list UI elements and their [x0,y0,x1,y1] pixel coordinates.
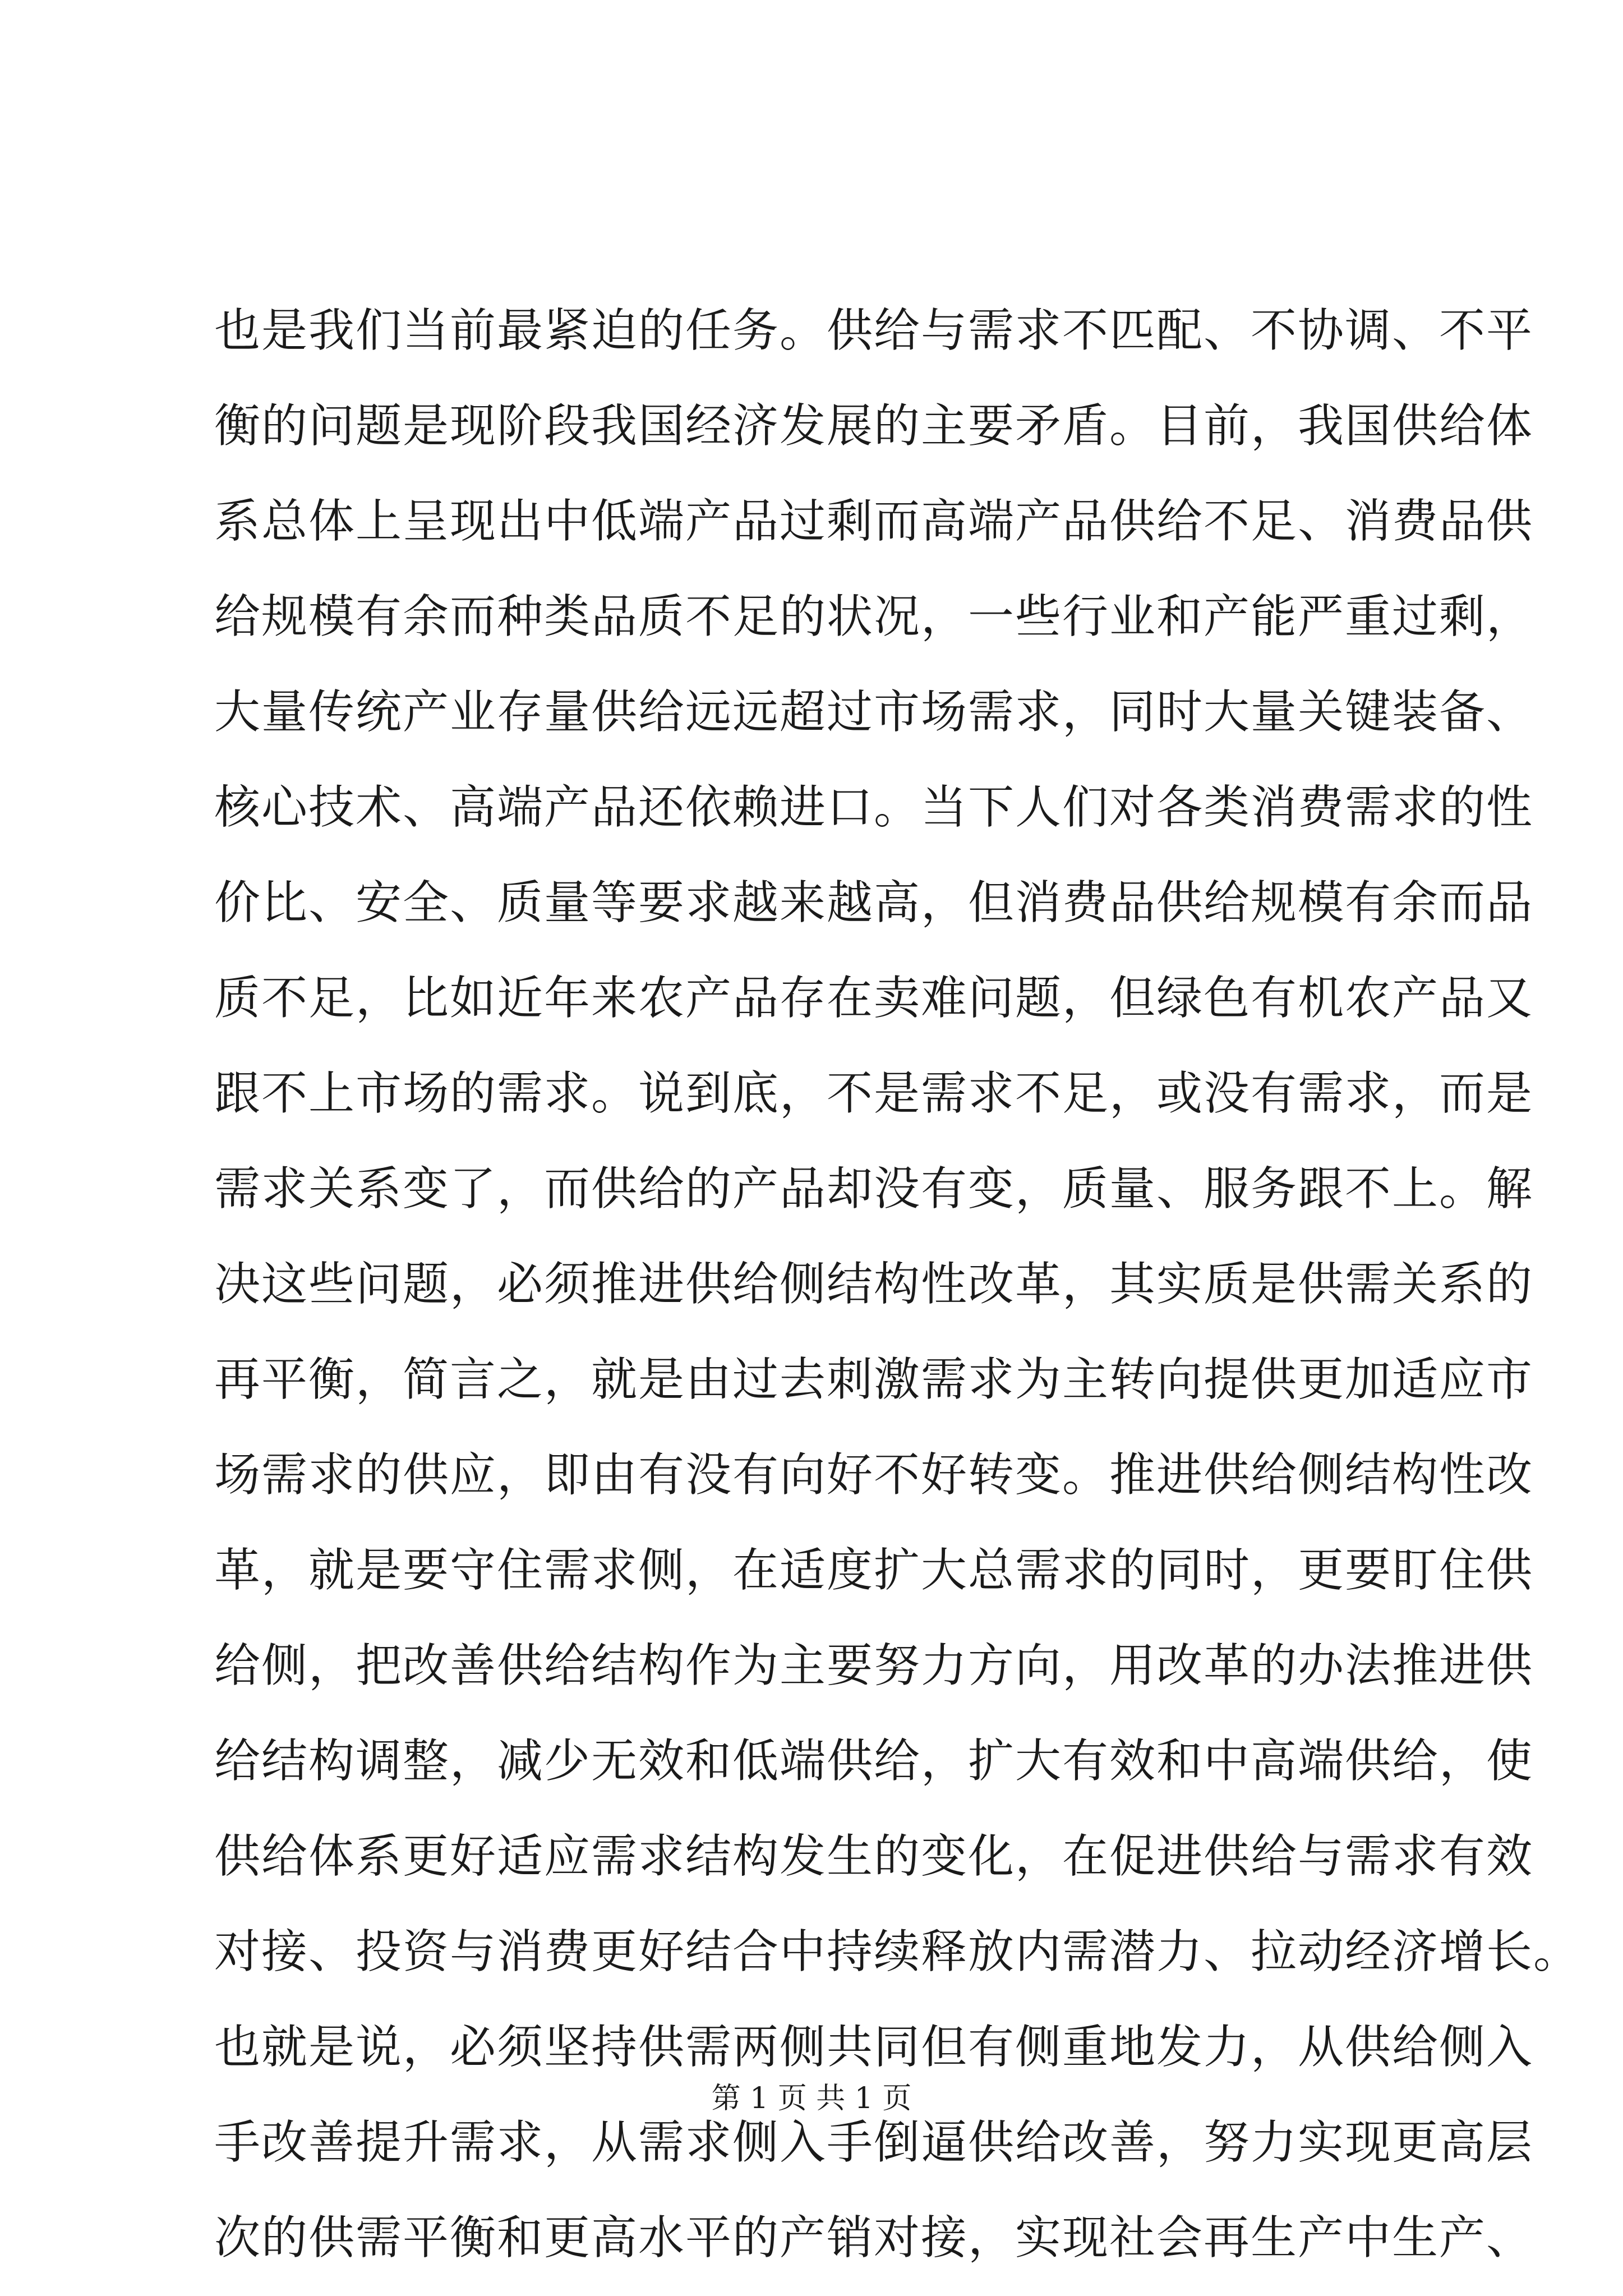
text-line-10: 需求关系变了，而供给的产品却没有变，质量、服务跟不上。解 [214,1162,1534,1216]
text-line-6: 核心技术、高端产品还依赖进口。当下人们对各类消费需求的性 [214,781,1534,834]
page-footer: 第 1 页 共 1 页 [711,2082,912,2115]
text-line-13: 场需求的供应，即由有没有向好不好转变。推进供给侧结构性改 [214,1448,1534,1502]
text-line-4: 给规模有余而种类品质不足的状况，一些行业和产能严重过剩， [214,590,1534,643]
text-line-2: 衡的问题是现阶段我国经济发展的主要矛盾。目前，我国供给体 [214,399,1534,453]
text-line-9: 跟不上市场的需求。说到底，不是需求不足，或没有需求，而是 [214,1067,1534,1120]
text-line-16: 给结构调整，减少无效和低端供给，扩大有效和中高端供给，使 [214,1734,1534,1788]
body-text [214,283,1581,2286]
text-line-20: 手改善提升需求，从需求侧入手倒逼供给改善，努力实现更高层 [214,2116,1534,2169]
text-line-18: 对接、投资与消费更好结合中持续释放内需潜力、拉动经济增长。 [214,1925,1581,1978]
text-line-5: 大量传统产业存量供给远远超过市场需求，同时大量关键装备、 [214,685,1534,739]
text-line-3: 系总体上呈现出中低端产品过剩而高端产品供给不足、消费品供 [214,495,1534,548]
text-line-8: 质不足，比如近年来农产品存在卖难问题，但绿色有机农产品又 [214,972,1534,1025]
text-line-12: 再平衡，简言之，就是由过去刺激需求为主转向提供更加适应市 [214,1353,1534,1406]
text-line-14: 革，就是要守住需求侧，在适度扩大总需求的同时，更要盯住供 [214,1544,1534,1597]
text-line-17: 供给体系更好适应需求结构发生的变化，在促进供给与需求有效 [214,1830,1534,1883]
text-line-1: 也是我们当前最紧迫的任务。供给与需求不匹配、不协调、不平 [214,304,1534,357]
text-line-7: 价比、安全、质量等要求越来越高，但消费品供给规模有余而品 [214,876,1534,930]
text-line-15: 给侧，把改善供给结构作为主要努力方向，用改革的办法推进供 [214,1639,1534,1692]
text-line-19: 也就是说，必须坚持供需两侧共同但有侧重地发力，从供给侧入 [214,2021,1534,2074]
text-line-11: 决这些问题，必须推进供给侧结构性改革，其实质是供需关系的 [214,1258,1534,1311]
text-line-21: 次的供需平衡和更高水平的产销对接，实现社会再生产中生产、 [214,2211,1534,2265]
